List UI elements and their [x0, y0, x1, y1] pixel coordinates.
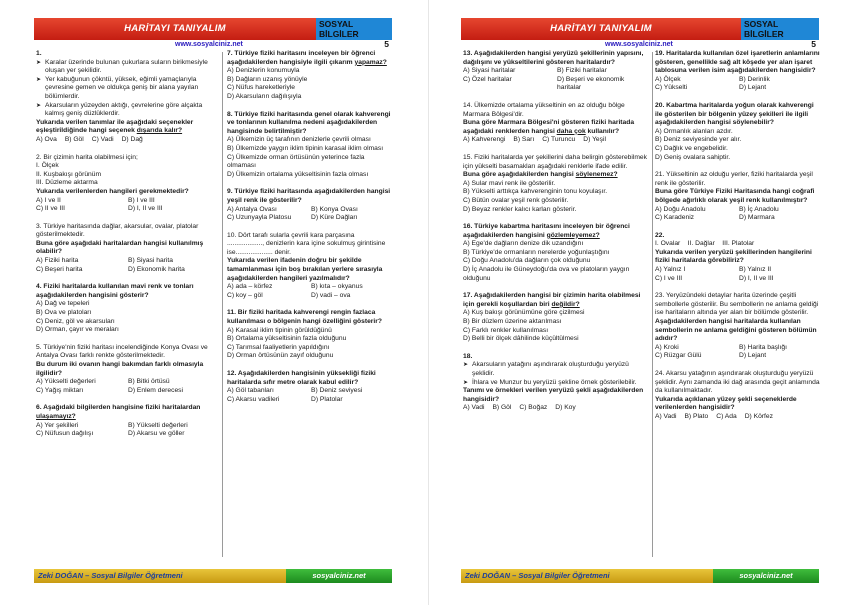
- answer-option-d[interactable]: D) Belli bir ölçek dâhilinde küçültülmesi: [463, 335, 579, 343]
- question-number: 22.: [655, 231, 665, 239]
- question-18: [463, 353, 649, 413]
- answer-option-a[interactable]: A) Göl tabanları: [227, 387, 274, 395]
- question-stem: Tanımı ve örnekleri verilen yeryüzü şekli aşağıdakilerden hangisidir?: [463, 387, 644, 403]
- answer-options: [655, 128, 821, 162]
- question-stem: 13. Aşağıdakilerden hangisi yeryüzü şekillerinin yapısını, dağılışını ve yükseltilerini gösteren haritalardır?: [463, 50, 644, 66]
- question-stem: 17. Aşağıdakilerden hangisi bir çizimin harita olabilmesi için gerekli koşullardan biri değildir?: [463, 292, 641, 308]
- question-stem: Yukarıda verilen yeryüzü şekillerinden hangilerini fiziki haritalarda görebiliriz?: [655, 248, 812, 265]
- answer-options: [36, 422, 218, 439]
- answer-options: [463, 404, 649, 413]
- answer-option-c[interactable]: C) koy – göl: [227, 291, 263, 299]
- answer-option-a[interactable]: A) Ege'de dağların denize dik uzandığını: [463, 240, 584, 248]
- answer-option-d[interactable]: D) Akarsu ve göller: [128, 430, 185, 438]
- answer-option-a[interactable]: A) Karasal iklim tipinin görüldüğünü: [227, 326, 332, 334]
- answer-option-d[interactable]: D) I, II ve III: [128, 205, 163, 213]
- answer-option-c[interactable]: C) Ada: [716, 412, 737, 420]
- answer-option-a[interactable]: A) Yalnız I: [655, 266, 686, 274]
- answer-option-a[interactable]: A) Kahverengi: [463, 136, 506, 144]
- answer-option-b[interactable]: B) Dağların uzanış yönüyle: [227, 75, 308, 83]
- question-text: 21. Yükseltinin az olduğu yerler, fiziki haritalarda yeşil renk ile gösterilir.: [655, 171, 813, 187]
- question-3: [36, 223, 218, 275]
- answer-option-d[interactable]: D) Akarsuların dağılışıyla: [227, 92, 302, 100]
- answer-option-d[interactable]: D) Küre Dağları: [311, 214, 358, 222]
- answer-option-b[interactable]: B) Yükselti değerleri: [128, 421, 188, 429]
- answer-option-c[interactable]: C) Vadi: [91, 135, 114, 143]
- grade-label: 5: [811, 39, 816, 49]
- answer-option-b[interactable]: B) Türkiye'de ormanların nerelerde yoğunlaştığını: [463, 248, 610, 256]
- answer-option-a[interactable]: A) Vadi: [655, 412, 677, 420]
- answer-option-c[interactable]: C) II ve III: [36, 205, 65, 213]
- answer-option-c[interactable]: C) Karadeniz: [655, 214, 695, 222]
- subject-badge: [316, 18, 392, 49]
- definition-item: ➤ İhlara ve Munzur bu yeryüzü şekline örnek gösterilebilir.: [463, 379, 649, 388]
- answer-option-b[interactable]: B) Derinlik: [739, 75, 770, 83]
- question-stem: 6. Aşağıdaki bilgilerden hangisine fiziki haritalardan ulaşamayız?: [36, 404, 201, 420]
- answer-option-c[interactable]: C) I ve III: [655, 274, 683, 282]
- answer-option-d[interactable]: D) Marmara: [739, 214, 775, 222]
- answer-option-b[interactable]: B) Bitki örtüsü: [128, 378, 170, 386]
- question-4: [36, 283, 218, 335]
- answer-option-d[interactable]: D) Orman, çayır ve meraları: [36, 326, 119, 334]
- answer-option-c[interactable]: C) Akarsu vadileri: [227, 395, 280, 403]
- question-2: [36, 154, 218, 214]
- grade-label: 5: [384, 39, 389, 49]
- question-13: [463, 50, 649, 93]
- answer-option-a[interactable]: A) Ormanlık alanları azdır.: [655, 127, 733, 135]
- question-15: [463, 154, 649, 214]
- answer-option-d[interactable]: D) Platolar: [311, 395, 343, 403]
- answer-option-b[interactable]: B) Göl: [64, 135, 84, 143]
- answer-options: [227, 283, 393, 300]
- question-24: [655, 370, 821, 422]
- list-line: I. Ölçek: [36, 162, 59, 170]
- right-column-2: [655, 50, 821, 558]
- question-stem: 11. Bir fiziki haritada kahverengi rengin fazlaca kullanılması o bölgenin hangi özelliğini gösterir?: [227, 309, 382, 326]
- answer-option-d[interactable]: D) Lejant: [739, 84, 767, 92]
- answer-option-b[interactable]: B) Fiziki haritalar: [557, 67, 607, 75]
- answer-option-d[interactable]: D) Beşeri ve ekonomik haritalar: [557, 75, 625, 92]
- answer-options: [36, 197, 218, 214]
- answer-option-d[interactable]: D) Geniş ovalara sahiptir.: [655, 153, 731, 161]
- question-text: 24. Akarsu yatağının aşındırarak oluşturduğu yeryüzü şeklidir. Aynı zamanda iki dağ arasında geçit anlamında da kullanılmaktadır.: [655, 370, 820, 395]
- question-stem: 20. Kabartma haritalarda yoğun olarak kahverengi ile gösterilen bir bölgenin yüzey şekilleri ile ilgili aşağıdakilerden hangisi söylenebilir?: [655, 101, 814, 127]
- answer-option-c[interactable]: C) Boğaz: [519, 404, 548, 412]
- column-divider: [222, 52, 223, 557]
- worksheet-title: HARİTAYI TANIYALIM: [34, 18, 316, 40]
- question-stem: 7. Türkiye fiziki haritasını inceleyen bir öğrenci aşağıdakilerden hangisiyle ilgili çıkarım yapamaz?: [227, 50, 387, 66]
- answer-option-d[interactable]: D) İç Anadolu ile Güneydoğu'da ova ve platoların yaygın olduğunu: [463, 266, 630, 282]
- answer-option-a[interactable]: A) Dağ ve tepeleri: [36, 300, 90, 308]
- question-text: 2. Bir çizimin harita olabilmesi için;: [36, 153, 138, 161]
- answer-option-a[interactable]: A) ada – körfez: [227, 283, 273, 291]
- question-7: [227, 50, 393, 102]
- answer-option-c[interactable]: C) Tarımsal faaliyetlerin yapıldığını: [227, 343, 330, 351]
- answer-option-c[interactable]: C) Uzunyayla Platosu: [227, 214, 292, 222]
- answer-option-b[interactable]: B) Göl: [492, 404, 512, 412]
- answer-option-c[interactable]: C) Rüzgar Gülü: [655, 352, 702, 360]
- site-url-link[interactable]: www.sosyalciniz.net: [605, 41, 673, 48]
- question-stem: Aşağıdakilerden hangisi haritalarda kullanılan sembollerin ne anlama geldiğini gösteren bölümün adıdır?: [655, 318, 817, 343]
- footer-site-link[interactable]: sosyalciniz.net: [713, 569, 819, 583]
- answer-options: [227, 327, 393, 361]
- answer-options: [655, 413, 821, 422]
- question-text: 3. Türkiye haritasında dağlar, akarsular, ovalar, platolar gösterilmektedir.: [36, 222, 199, 239]
- answer-option-b[interactable]: B) Ova ve platoları: [36, 309, 92, 317]
- question-stem: 12. Aşağıdakilerden hangisinin yüksekliği fiziki haritalarda sıfır metre olarak kabul edilir?: [227, 370, 376, 386]
- answer-options: [36, 257, 218, 274]
- answer-options: [227, 206, 393, 223]
- answer-option-c[interactable]: C) Bütün ovalar yeşil renk gösterilir.: [463, 196, 569, 204]
- answer-option-d[interactable]: D) Ekonomik harita: [128, 265, 185, 273]
- answer-option-a[interactable]: A) Ova: [36, 135, 57, 143]
- answer-option-c[interactable]: C) Nüfusun dağılışı: [36, 430, 94, 438]
- answer-option-a[interactable]: A) Fiziki harita: [36, 257, 79, 265]
- answer-options: [463, 309, 649, 343]
- answer-options: [655, 206, 821, 223]
- question-text: 15. Fiziki haritalarda yer şekillerini daha belirgin gösterebilmek için yükselti basamakları aşağıdaki renklerle ifade edilir.: [463, 153, 647, 170]
- answer-options: [227, 67, 393, 101]
- answer-option-b[interactable]: B) kıta – okyanus: [311, 283, 363, 291]
- answer-option-d[interactable]: D) Lejant: [739, 352, 767, 360]
- subject-label: SOSYAL BİLGİLER: [744, 19, 784, 39]
- answer-option-c[interactable]: C) Dağlık ve engebelidir.: [655, 144, 728, 152]
- answer-option-a[interactable]: A) Doğu Anadolu: [655, 205, 706, 213]
- answer-option-a[interactable]: A) I ve II: [36, 196, 61, 204]
- question-stem: 16. Türkiye kabartma haritasını inceleyen bir öğrenci aşağıdakilerden hangisini gözlemleyemez?: [463, 223, 630, 239]
- question-text: 10. Dört tarafı sularla çevrili kara parçasına ..................., denizlerin kara içine sokulmuş girintisine ise.................... denir.: [227, 231, 386, 256]
- answer-option-a[interactable]: A) Kuş bakışı görünümüne göre çizilmesi: [463, 309, 585, 317]
- definition-item: ➤ Karalar üzerinde bulunan çukurlara suların birikmesiyle oluşan yer şekilidir.: [36, 59, 218, 76]
- question-12: [227, 370, 393, 404]
- question-stem: 4. Fiziki haritalarda kullanılan mavi renk ve tonları aşağıdakilerden hangisini gösterir?: [36, 283, 194, 299]
- answer-option-d[interactable]: D) vadi – ova: [311, 291, 351, 299]
- answer-option-d[interactable]: D) Körfez: [744, 412, 773, 420]
- answer-option-c[interactable]: C) Deniz, göl ve akarsuları: [36, 317, 115, 325]
- left-column-1: [36, 50, 218, 558]
- left-column-2: [227, 50, 393, 558]
- answer-option-c[interactable]: C) Beşeri harita: [36, 265, 83, 273]
- question-stem: 9. Türkiye fiziki haritasında aşağıdakilerden hangisi yeşil renk ile gösterilir?: [227, 188, 391, 204]
- answer-option-a[interactable]: A) Antalya Ovası: [227, 205, 277, 213]
- list-line: II. Kuşbakışı görünüm: [36, 170, 102, 178]
- question-14: [463, 102, 649, 145]
- answer-option-d[interactable]: D) Beyaz renkler kalıcı karları gösterir.: [463, 205, 577, 213]
- question-16: [463, 223, 649, 283]
- question-9: [227, 188, 393, 222]
- answer-option-d[interactable]: D) Yeşil: [583, 136, 606, 144]
- answer-options: [36, 300, 218, 334]
- answer-option-b[interactable]: B) I ve III: [128, 196, 155, 204]
- answer-options: [227, 136, 393, 179]
- question-number: 1.: [36, 50, 42, 57]
- answer-option-b[interactable]: B) Siyasi harita: [128, 257, 173, 265]
- answer-option-d[interactable]: D) Koy: [555, 404, 576, 412]
- answer-options: [463, 67, 649, 93]
- answer-option-c[interactable]: C) Ülkemizde orman örtüsünün yeterince fazla olmaması: [227, 153, 365, 170]
- question-stem: Bu durum iki ovanın hangi bakımdan farklı olmasıyla ilgilidir?: [36, 361, 204, 377]
- question-stem: Yukarıda açıklanan yüzey şekli seçeneklerde verilenlerden hangisidir?: [655, 395, 797, 412]
- list-line: III. Düzleme aktarma: [36, 179, 98, 187]
- worksheet-title: HARİTAYI TANIYALIM: [461, 18, 741, 40]
- answer-option-b[interactable]: B) İç Anadolu: [739, 205, 779, 213]
- question-number: 18.: [463, 352, 473, 360]
- answer-option-b[interactable]: B) Deniz seviyesinde yer alır.: [655, 136, 742, 144]
- answer-option-a[interactable]: A) Ülkemizin üç tarafının denizlerle çevrili olması: [227, 136, 371, 144]
- answer-option-a[interactable]: A) Vadi: [463, 404, 485, 412]
- question-stem: 19. Haritalarda kullanılan özel işaretlerin anlamlarını gösteren, genellikle sağ alt köşede yer alan işaret tablosuna verilen isim aşağıdakilerden hangisidir?: [655, 50, 820, 75]
- footer-author: Zeki DOĞAN – Sosyal Bilgiler Öğretmeni: [461, 569, 713, 583]
- question-6: [36, 404, 218, 438]
- answer-options: [655, 344, 821, 361]
- answer-options: [463, 240, 649, 283]
- subject-label: SOSYAL BİLGİLER: [319, 19, 359, 39]
- question-10: [227, 232, 393, 301]
- answer-options: [36, 136, 218, 145]
- answer-option-a[interactable]: A) Kroki: [655, 343, 679, 351]
- answer-options: [36, 378, 218, 395]
- answer-option-a[interactable]: A) Yer şekilleri: [36, 421, 79, 429]
- question-1: [36, 50, 218, 145]
- question-stem: Yukarıda verilen tanımlar ile aşağıdaki seçenekler eşleştirildiğinde hangi seçenek dışarıda kalır?: [36, 118, 194, 135]
- question-21: [655, 171, 821, 223]
- definition-item: ➤ Akarsuların yüzeyden aktığı, çevrelerine göre alçakta kalmış geniş düzlüklerdir.: [36, 102, 218, 119]
- question-stem: 8. Türkiye fiziki haritasında genel olarak kahverengi ve tonlarının kullanılma nedeni aşağıdakilerden hangisinde belirtilmiştir?: [227, 110, 391, 135]
- answer-option-d[interactable]: D) Orman örtüsünün zayıf olduğunu: [227, 352, 334, 360]
- answer-option-b[interactable]: B) Yükselti arttıkça kahverenginin tonu koyulaşır.: [463, 188, 608, 196]
- question-stem: Yukarıda verilenlerden hangileri gerekmektedir?: [36, 187, 189, 195]
- answer-option-b[interactable]: B) Plato: [684, 412, 709, 420]
- answer-option-b[interactable]: B) Harita başlığı: [739, 343, 787, 351]
- question-stem: Buna göre aşağıdakilerden hangisi söylenemez?: [463, 171, 618, 179]
- answer-option-c[interactable]: C) Yükselti: [655, 84, 688, 92]
- answer-option-a[interactable]: A) Yükselti değerleri: [36, 378, 96, 386]
- answer-options: [227, 387, 393, 404]
- answer-option-a[interactable]: A) Siyasi haritalar: [463, 67, 516, 75]
- answer-option-a[interactable]: A) Sular mavi renk ile gösterilir.: [463, 179, 556, 187]
- answer-option-d[interactable]: D) Ülkemizin ortalama yükseltisinin fazla olması: [227, 170, 369, 178]
- column-divider: [652, 52, 653, 557]
- answer-option-b[interactable]: B) Konya Ovası: [311, 205, 358, 213]
- subject-badge: [741, 18, 819, 49]
- answer-options: [463, 180, 649, 214]
- answer-option-c[interactable]: C) Farklı renkler kullanılması: [463, 326, 549, 334]
- answer-option-c[interactable]: C) Özel haritalar: [463, 75, 512, 83]
- answer-option-c[interactable]: C) Yağış miktarı: [36, 386, 84, 394]
- question-23: [655, 292, 821, 361]
- answer-options: [463, 136, 649, 145]
- answer-option-a[interactable]: A) Ölçek: [655, 75, 681, 83]
- list-line: I. Ovalar II. Dağlar III. Platolar: [655, 240, 755, 248]
- answer-option-b[interactable]: B) Ülkemizde yaygın iklim tipinin karasal iklim olması: [227, 144, 384, 152]
- answer-option-c[interactable]: C) Doğu Anadolu'da dağların çok olduğunu: [463, 257, 591, 265]
- question-17: [463, 292, 649, 344]
- question-5: [36, 344, 218, 396]
- answer-option-a[interactable]: A) Denizlerin konumuyla: [227, 67, 300, 75]
- answer-option-d[interactable]: D) I, II ve III: [739, 274, 774, 282]
- definition-list: [463, 361, 649, 387]
- answer-option-d[interactable]: D) Dağ: [121, 135, 143, 143]
- right-column-1: [463, 50, 649, 558]
- question-stem: Yukarıda verilen ifadenin doğru bir şekilde tamamlanması için boş bırakılan yerlere sırasıyla aşağıdakilerden hangileri yazılmalıdır?: [227, 257, 383, 282]
- answer-option-c[interactable]: C) Nüfus hareketleriyle: [227, 84, 296, 92]
- answer-options: [655, 76, 821, 93]
- question-22: [655, 232, 821, 284]
- answer-options: [655, 266, 821, 283]
- site-url-link[interactable]: www.sosyalciniz.net: [175, 41, 243, 48]
- answer-option-c[interactable]: C) Turuncu: [542, 136, 576, 144]
- question-11: [227, 309, 393, 361]
- footer-site-link[interactable]: sosyalciniz.net: [286, 569, 392, 583]
- answer-option-b[interactable]: B) Sarı: [513, 136, 535, 144]
- question-19: [655, 50, 821, 93]
- question-stem: Buna göre Türkiye Fiziki Haritasında hangi coğrafi bölgede ağırlıklı olarak yeşil renk kullanılmıştır?: [655, 188, 815, 204]
- question-text: 5. Türkiye'nin fiziki haritası incelendiğinde Konya Ovası ve Antalya Ovası farklı renkte gösterilmektedir.: [36, 343, 208, 360]
- worksheet-page-right: [428, 0, 855, 605]
- answer-option-b[interactable]: B) Bir düzlem üzerine aktarılması: [463, 318, 562, 326]
- answer-option-b[interactable]: B) Deniz seviyesi: [311, 387, 363, 395]
- question-8: [227, 111, 393, 180]
- question-stem: Buna göre Marmara Bölgesi'ni gösteren fiziki haritada aşağıdaki renklerden hangisi daha çok kullanılır?: [463, 119, 635, 135]
- question-text: 14. Ülkemizde ortalama yükseltinin en az olduğu bölge Marmara Bölgesi'dir.: [463, 101, 625, 118]
- definition-item: ➤ Akarsuların yatağını aşındırarak oluşturduğu yeryüzü şeklidir.: [463, 361, 649, 378]
- footer-author: Zeki DOĞAN – Sosyal Bilgiler Öğretmeni: [34, 569, 286, 583]
- question-text: 23. Yeryüzündeki detaylar harita üzerinde çeşitli sembollerle gösterilir. Bu sembollerin ne anlama geldiği ise haritaların altında yer alan bir bölümde gösterilir.: [655, 292, 819, 317]
- question-20: [655, 102, 821, 162]
- answer-option-d[interactable]: D) Enlem derecesi: [128, 386, 184, 394]
- answer-option-b[interactable]: B) Ortalama yükseltisinin fazla olduğunu: [227, 335, 347, 343]
- answer-option-b[interactable]: B) Yalnız II: [739, 266, 772, 274]
- question-stem: Buna göre aşağıdaki haritalardan hangisi kullanılmış olabilir?: [36, 239, 204, 256]
- definition-list: [36, 59, 218, 119]
- definition-item: ➤ Yer kabuğunun çökntü, yüksek, eğimli yamaçlarıyla çevresine gemen ve oldukça geniş bir alana yayılan bölümlerdir.: [36, 76, 218, 102]
